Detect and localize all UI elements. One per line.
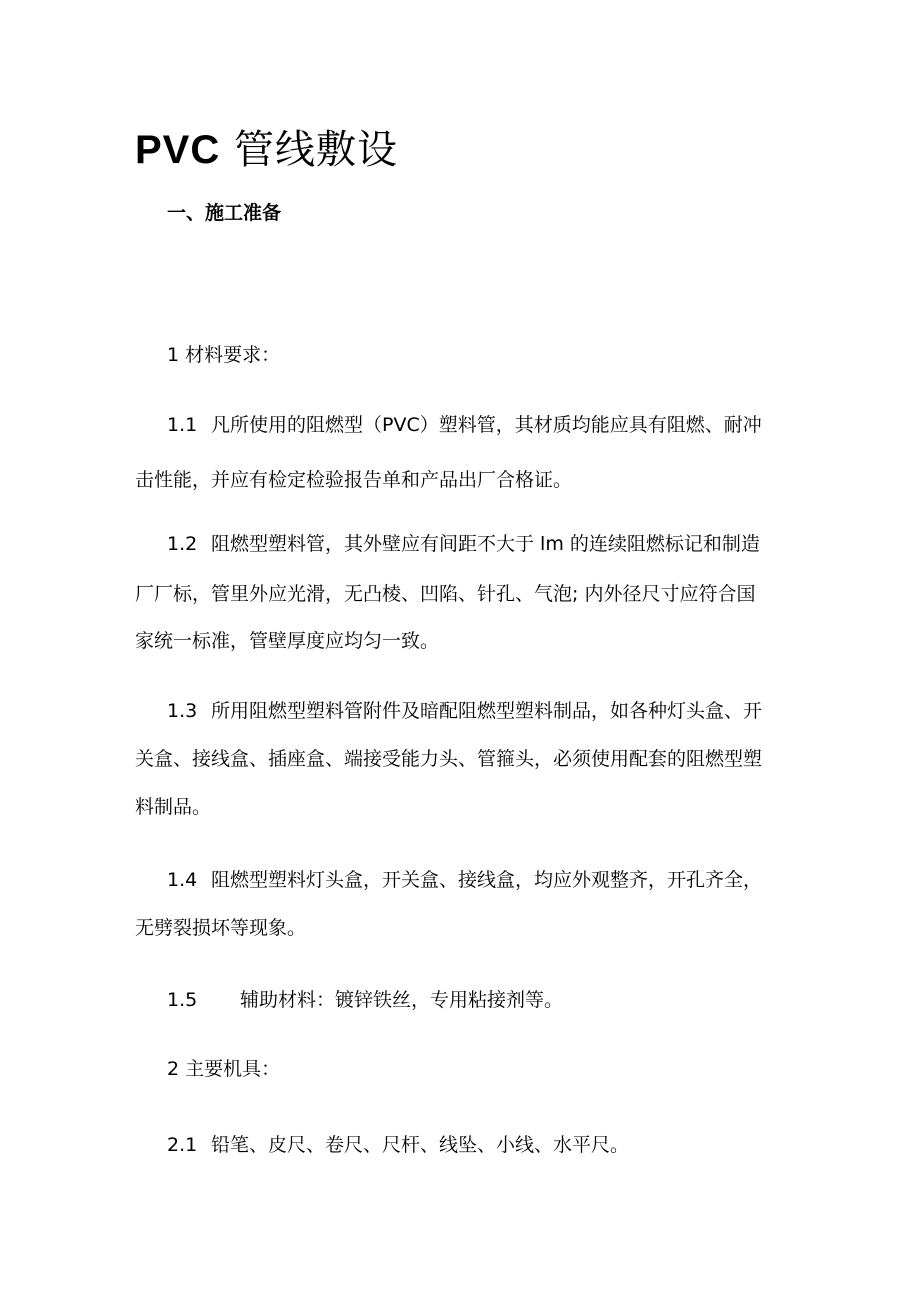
paragraph-1-4 [135,866,762,969]
paragraph-line: 凡所使用的阻燃型（PVC）塑料管，其材质均能应具有阻燃、耐冲 [211,414,762,436]
paragraph-number: 1.3 [167,700,198,722]
document-title [135,124,398,176]
paragraph-line: 辅助材料：镀锌铁丝，专用粘接剂等。 [240,989,564,1011]
paragraph-line: 家统一标准，管壁厚度应均匀一致。 [135,630,440,652]
paragraph-1-5 [167,986,563,1014]
title-cjk: 管线敷设 [233,127,398,173]
paragraph-line: 厂厂标，管里外应光滑，无凸棱、凹陷、针孔、气泡; 内外径尺寸应符合国 [135,583,756,605]
paragraph-number: 1.4 [167,869,198,891]
subsection-materials: 1 材料要求： [167,344,281,366]
paragraph-1-3 [135,697,762,848]
paragraph-number: 1.5 [167,989,198,1011]
paragraph-number: 2.1 [167,1134,198,1156]
paragraph-line: 关盒、接线盒、插座盒、端接受能力头、管箍头，必须使用配套的阻燃型塑 [135,748,763,770]
paragraph-line: 无劈裂损坏等现象。 [135,917,307,939]
paragraph-number: 1.1 [167,414,198,436]
paragraph-line: 击性能，并应有检定检验报告单和产品出厂合格证。 [135,469,573,491]
paragraph-1-2 [135,530,760,682]
paragraph-line: 铅笔、皮尺、卷尺、尺杆、线坠、小线、水平尺。 [211,1134,630,1156]
paragraph-line: 所用阻燃型塑料管附件及暗配阻燃型塑料制品，如各种灯头盒、开 [211,700,763,722]
paragraph-line: 阻燃型塑料管，其外壁应有间距不大于 lm 的连续阻燃标记和制造 [211,533,760,555]
paragraph-2-1 [167,1131,629,1159]
subsection-tools: 2 主要机具： [167,1058,281,1080]
paragraph-1-1 [135,411,762,521]
title-latin: PVC [135,128,221,172]
section-heading: 一、施工准备 [167,202,282,224]
paragraph-number: 1.2 [167,533,198,555]
paragraph-line: 料制品。 [135,796,212,818]
paragraph-line: 阻燃型塑料灯头盒，开关盒、接线盒，均应外观整齐，开孔齐全， [211,869,763,891]
